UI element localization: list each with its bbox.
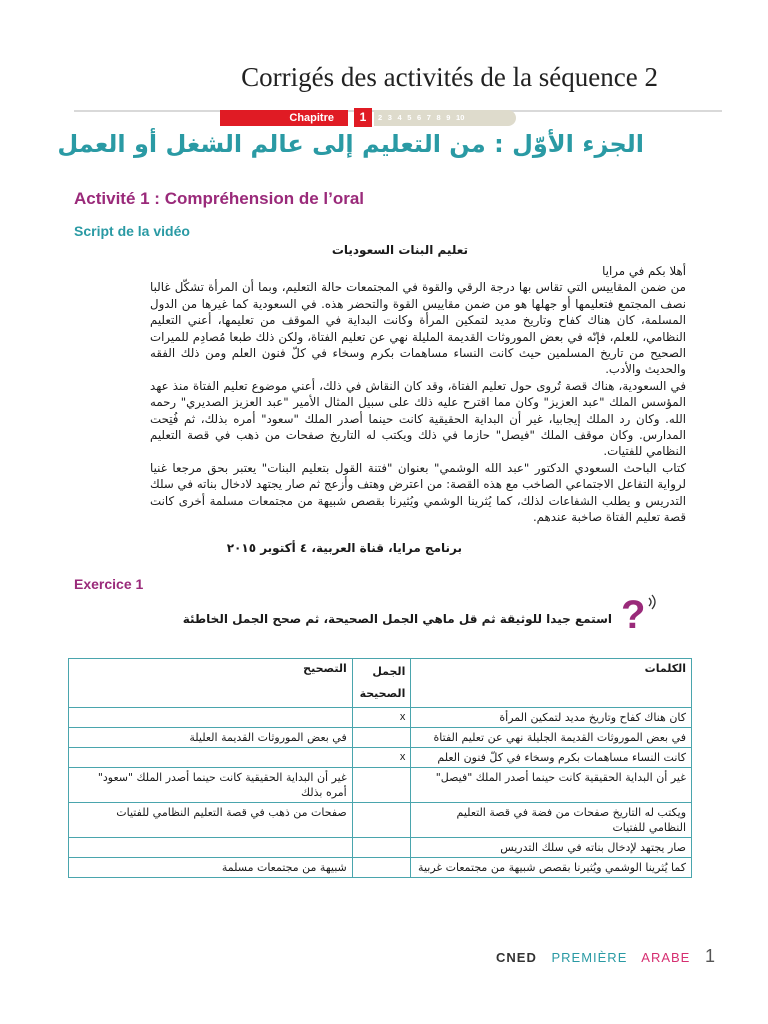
sentence-cell: صار يجتهد لإدخال بناته في سلك التدريس xyxy=(411,838,692,858)
source-signature: برنامج مرايا، قناة العربية، ٤ أكتوبر ٢٠١٥ xyxy=(226,541,462,555)
exercise-table xyxy=(68,658,692,878)
mark-cell: x xyxy=(352,748,411,768)
mark-cell xyxy=(352,838,411,858)
correction-cell: في بعض الموروثات القديمة العليلة xyxy=(69,728,353,748)
exercise-instruction: استمع جيدا للوثيقة ثم قل ماهي الجمل الصحيحة، ثم صحح الجمل الخاطئة xyxy=(182,612,612,626)
sentence-cell: كانت النساء مساهمات بكرم وسخاء في كلّ فنون العلم xyxy=(411,748,692,768)
correction-cell: غير أن البداية الحقيقية كانت حينما أصدر الملك "سعود" أمره بذلك xyxy=(69,768,353,803)
correction-cell xyxy=(69,708,353,728)
script-paragraph: في السعودية، هناك قصة تُروى حول تعليم الفتاة، وقد كان النقاش في ذلك، أعني موضوع تعليم الفتاة منذ عهد المؤسس الملك "عبد العزيز" وكان مما اقترح عليه ذلك على سبيل المثال الأمير "عبد العزيز الصديري" رحمه الله. وكان رد الملك إيجابيا، غير أن البداية الحقيقية كانت حينما أصدر الملك "سعود" أمره بذلك، ثم فُتِحت المدارس. وكان موقف الملك "فيصل" حازما في ذلك ويكتب له التاريخ صفحات من ذهب في قصة التعليم النظامي للفتيات. xyxy=(150,378,686,459)
table-row xyxy=(69,748,692,768)
script-paragraph: كتاب الباحث السعودي الدكتور "عبد الله الوشمي" بعنوان "فتنة القول بتعليم البنات" يعتبر بحق مرجعا غنيا لرواية التفاعل الاجتماعي الصاخب مع هذه القصة: من اعترض وهتف وأزعج ثم صار يجتهد لادخال بناته في سلك التدريس و يطلب الشفاعات لذلك، كما يُثرينا الوشمي ويُثيرنا بقصص شبيهة من مجتمعات مسلمة أخرى كانت قصة تعليم الفتاة صاخبة عندهم. xyxy=(150,460,686,525)
table-row xyxy=(69,858,692,878)
chapter-list: 2 3 4 5 6 7 8 9 10 xyxy=(374,110,516,126)
correction-cell: صفحات من ذهب في قصة التعليم النظامي للفتيات xyxy=(69,803,353,838)
sentence-cell: غير أن البداية الحقيقية كانت حينما أصدر الملك "فيصل" xyxy=(411,768,692,803)
script-title: Script de la vidéo xyxy=(74,223,190,239)
mark-cell xyxy=(352,858,411,878)
document-title: Corrigés des activités de la séquence 2 xyxy=(241,62,658,92)
exercise-title: Exercice 1 xyxy=(74,576,144,592)
header-words: الكلمات xyxy=(411,659,692,708)
table-row xyxy=(69,803,692,838)
script-paragraph: من ضمن المقاييس التي تقاس بها درجة الرقي والقوة في المجتمعات حالة التعليم، وبما أن المرأة تشكّل غالبا نصف المجتمع فتعليمها أو جهلها هو من ضمن مقاييس القوة والتحضر هذه. في السعودية كما غيرها من الدول المسلمة، كان هناك كفاح وتاريخ مديد لتمكين المرأة وكانت البداية في الموقف من تعليمها، أعني التعليم النظامي، للعلم، فإنّه في بعض الموروثات القديمة المليلة نهي عن تعليم الفتاة، ولكن ذلك طبعا مُصادِم للميرات الصحيح من تاريخ المسلمين حيث كانت النساء مساهمات بكرم وسخاء في كلّ فنون العلم ومن ذلك الفقه والحديث والأدب. xyxy=(150,280,686,377)
listen-question-icon xyxy=(619,590,661,634)
video-heading: تعليم البنات السعوديات xyxy=(331,243,468,257)
activity-title: Activité 1 : Compréhension de l’oral xyxy=(74,189,365,208)
video-script-body xyxy=(150,263,686,526)
script-paragraph: أهلا بكم في مرايا xyxy=(602,264,686,278)
table-row xyxy=(69,838,692,858)
sentence-cell: كما يُثرينا الوشمي ويُثيرنا بقصص شبيهة من مجتمعات غربية xyxy=(411,858,692,878)
page-number: 1 xyxy=(704,946,716,966)
table-row xyxy=(69,728,692,748)
mark-cell xyxy=(352,803,411,838)
header-correction: التصحيح xyxy=(69,659,353,708)
part-title: الجزء الأوّل : من التعليم إلى عالم الشغل أو العمل xyxy=(57,130,644,158)
page-footer xyxy=(496,946,716,967)
current-chapter-badge: 1 xyxy=(354,108,372,127)
sentence-cell: كان هناك كفاح وتاريخ مديد لتمكين المرأة xyxy=(411,708,692,728)
correction-cell: شبيهة من مجتمعات مسلمة xyxy=(69,858,353,878)
table-header-row xyxy=(69,659,692,708)
mark-cell xyxy=(352,768,411,803)
footer-org: CNED xyxy=(496,950,537,965)
correction-cell xyxy=(69,838,353,858)
footer-subject: ARABE xyxy=(641,950,691,965)
correction-cell xyxy=(69,748,353,768)
sentence-cell: ويكتب له التاريخ صفحات من فضة في قصة التعليم النظامي للفتيات xyxy=(411,803,692,838)
table-row xyxy=(69,708,692,728)
header-correct: الجمل الصحيحة xyxy=(352,659,411,708)
table-row xyxy=(69,768,692,803)
mark-cell: x xyxy=(352,708,411,728)
sentence-cell: في بعض الموروثات القديمة الجليلة نهي عن تعليم الفتاة xyxy=(411,728,692,748)
svg-text:?: ? xyxy=(621,593,646,634)
footer-level: PREMIÈRE xyxy=(551,950,628,965)
chapter-label: Chapitre xyxy=(220,110,348,126)
mark-cell xyxy=(352,728,411,748)
